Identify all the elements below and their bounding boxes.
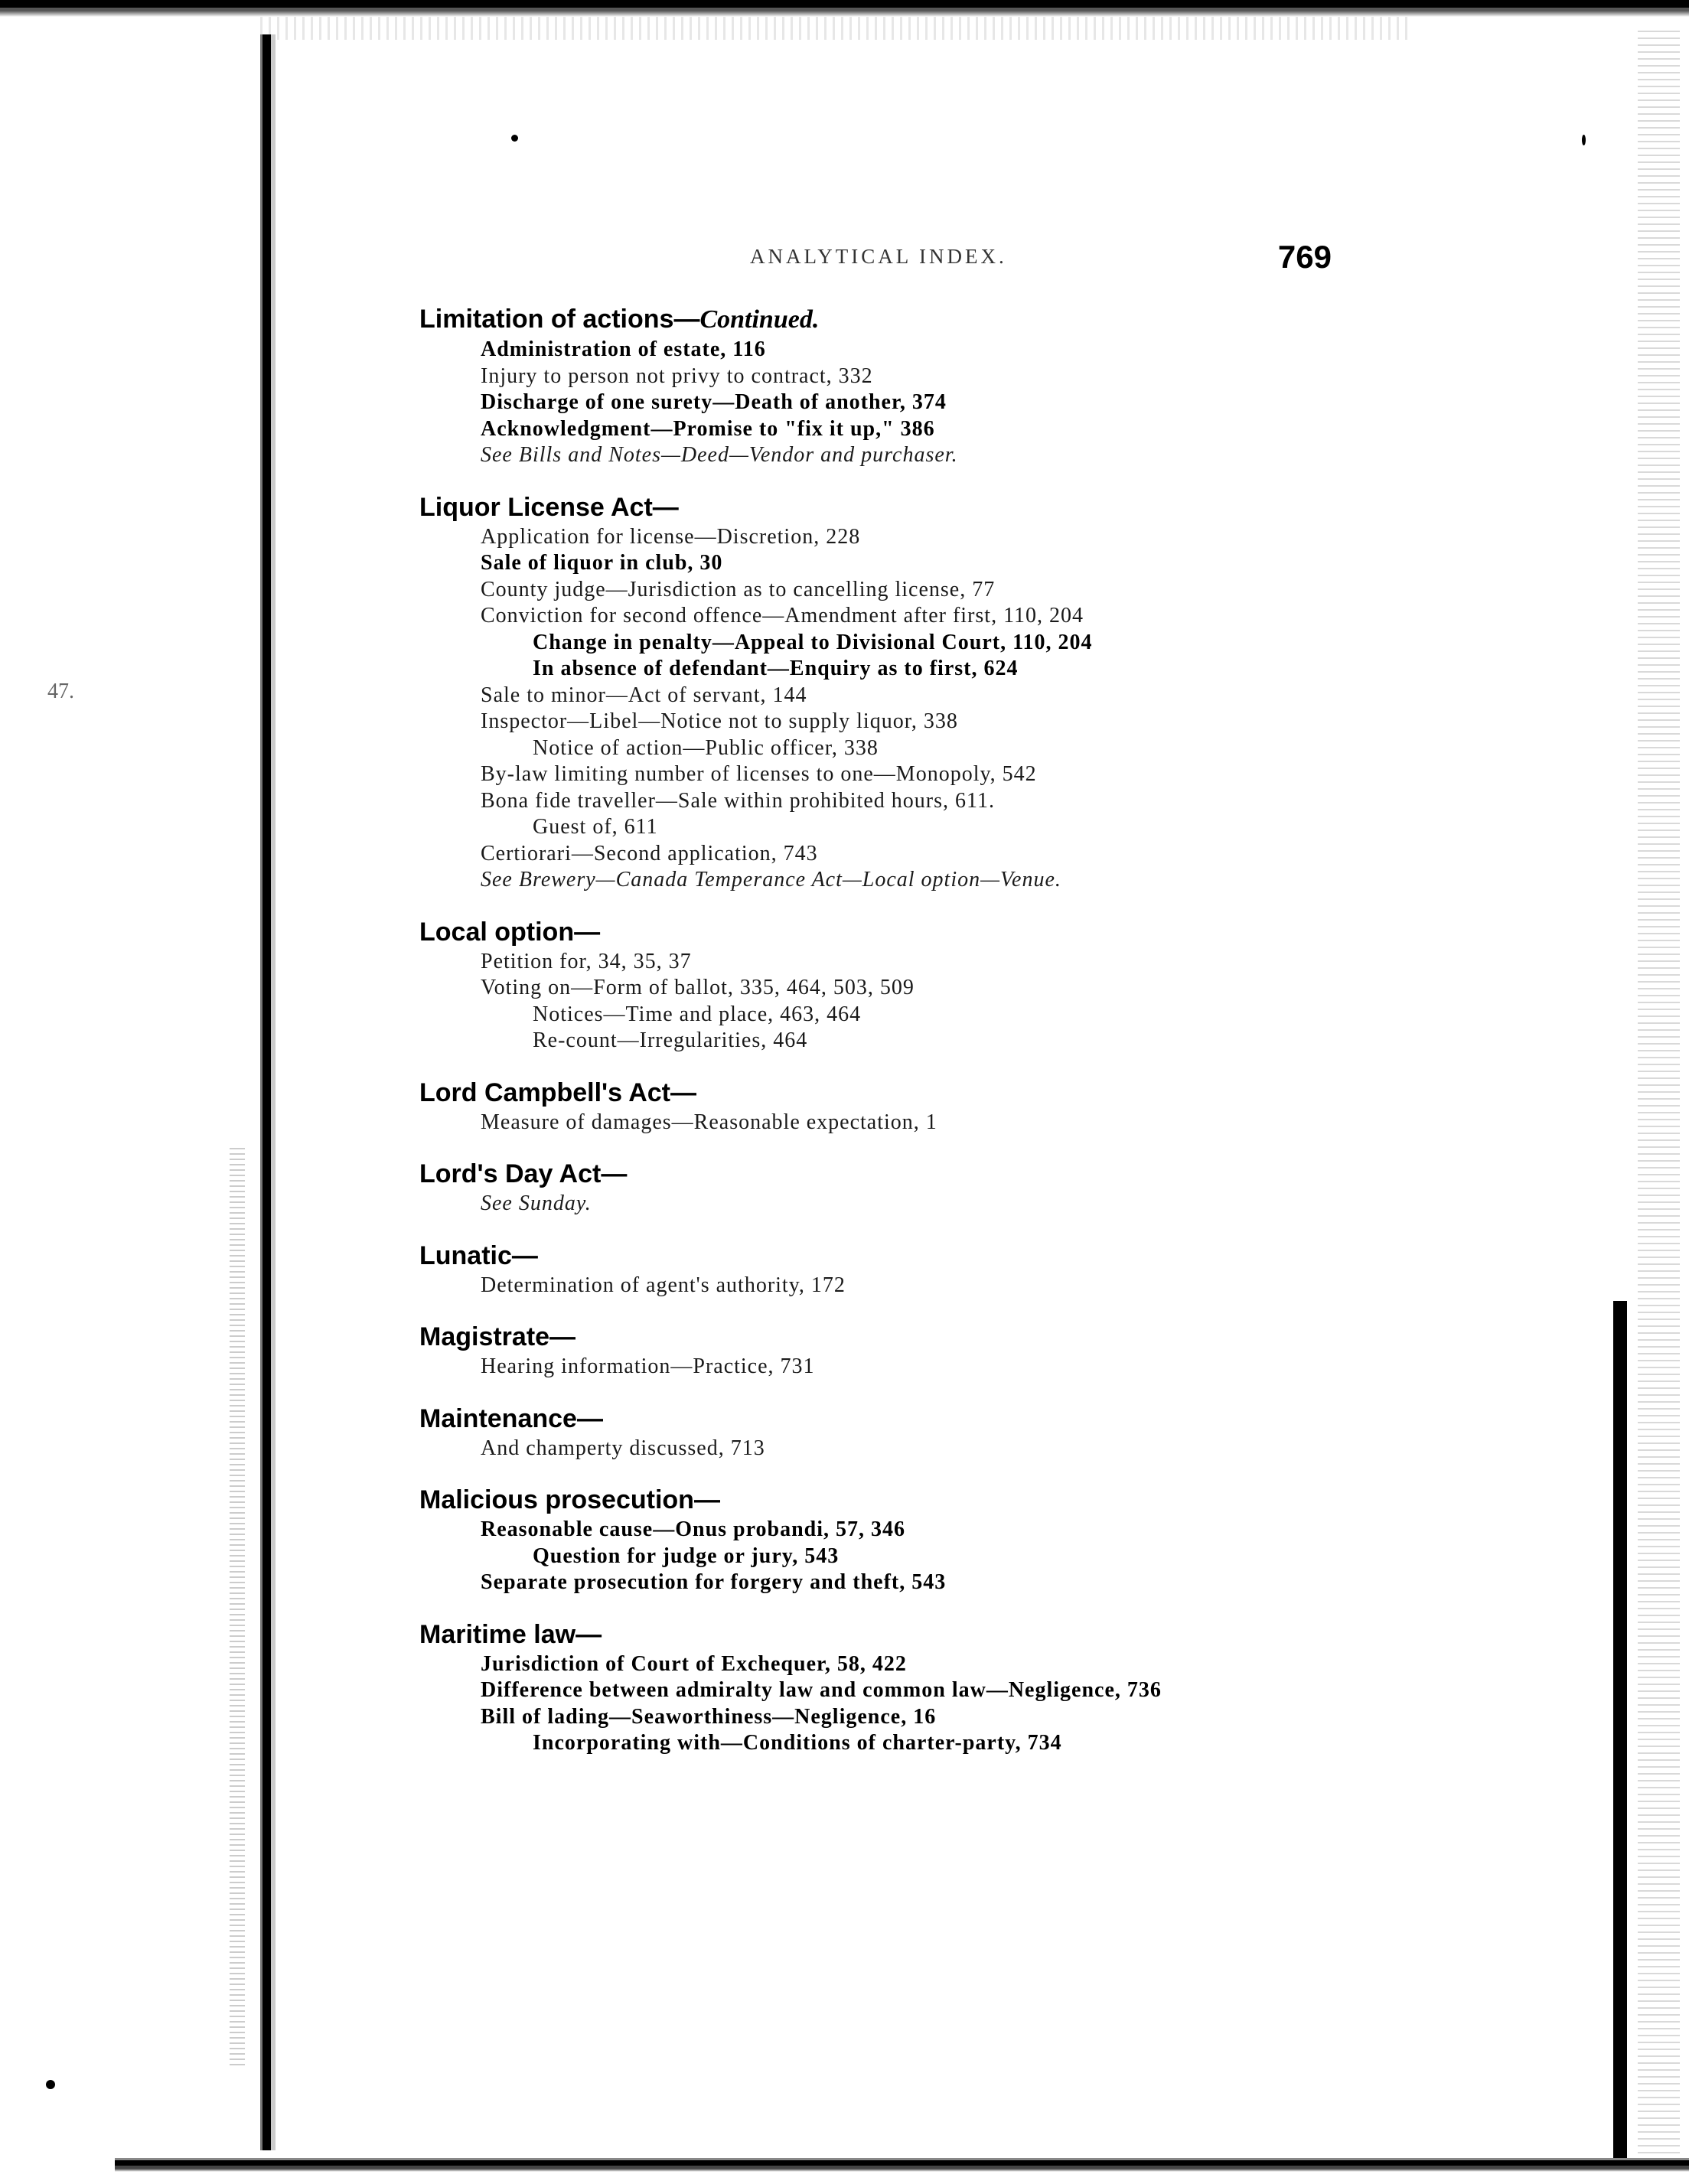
index-heading-text: Lord Campbell's Act— (419, 1077, 696, 1107)
page-header (719, 239, 1332, 277)
index-subentry: Guest of, 611 (533, 815, 658, 839)
index-heading (419, 302, 1430, 337)
index-subentry: Bona fide traveller—Sale within prohibited hours, 611. (481, 788, 995, 813)
index-entry (419, 1402, 1430, 1462)
page-binding-edge (260, 34, 276, 2150)
scan-speck (1582, 135, 1586, 145)
scan-speck (511, 135, 518, 142)
index-heading-text: Lunatic— (419, 1240, 538, 1270)
scan-speck (46, 2080, 55, 2089)
cross-reference: See Sunday. (481, 1191, 592, 1215)
index-entry (419, 302, 1430, 469)
index-subentry: County judge—Jurisdiction as to cancelling license, 77 (481, 577, 996, 601)
index-subentry: Bill of lading—Seaworthiness—Negligence, 16 (481, 1704, 937, 1729)
index-heading-text: Liquor License Act— (419, 492, 679, 522)
scan-noise (1638, 31, 1680, 2166)
index-subentry: Change in penalty—Appeal to Divisional Court, 110, 204 (533, 630, 1093, 654)
index-heading (419, 1483, 1430, 1517)
index-subentry: Inspector—Libel—Notice not to supply liquor, 338 (481, 709, 958, 733)
index-subentry: Administration of estate, 116 (481, 337, 766, 361)
index-heading (419, 1239, 1430, 1273)
index-subentry: Determination of agent's authority, 172 (481, 1273, 846, 1297)
index-subentry: And champerty discussed, 713 (481, 1436, 765, 1460)
index-subentry: In absence of defendant—Enquiry as to first, 624 (533, 657, 1019, 680)
index-subentry: Sale of liquor in club, 30 (481, 551, 723, 575)
index-subentry: Notice of action—Public officer, 338 (533, 735, 879, 760)
index-subentry: Sale to minor—Act of servant, 144 (481, 683, 807, 707)
margin-note: 47. (47, 680, 74, 703)
index-heading-text: Malicious prosecution— (419, 1485, 720, 1514)
analytical-index (419, 302, 1430, 1778)
index-heading (419, 1157, 1430, 1191)
index-subentry: Re-count—Irregularities, 464 (533, 1028, 808, 1052)
index-heading (419, 1076, 1430, 1110)
index-subentry: Difference between admiralty law and common law—Negligence, 736 (481, 1678, 1162, 1702)
index-subentry: Acknowledgment—Promise to "fix it up," 386 (481, 416, 935, 441)
scan-top-border (0, 0, 1689, 17)
index-entry (419, 1483, 1430, 1596)
index-heading-text: Local option— (419, 917, 601, 947)
running-head: ANALYTICAL INDEX. (750, 245, 1007, 268)
index-subentry: Measure of damages—Reasonable expectation, 1 (481, 1110, 937, 1134)
page-bottom-edge (115, 2158, 1689, 2172)
index-entry (419, 1076, 1430, 1136)
index-heading-text: Magistrate— (419, 1322, 576, 1351)
index-subentry: Question for judge or jury, 543 (533, 1543, 840, 1568)
index-heading (419, 491, 1430, 524)
index-heading (419, 1402, 1430, 1436)
index-heading (419, 1618, 1430, 1651)
index-heading (419, 1320, 1430, 1354)
index-entry (419, 1239, 1430, 1299)
index-subentry: Separate prosecution for forgery and theft, 543 (481, 1570, 947, 1594)
cross-reference: See Brewery—Canada Temperance Act—Local option—Venue. (481, 868, 1061, 892)
index-heading-text: Limitation of actions— (419, 305, 700, 334)
index-subentry: Voting on—Form of ballot, 335, 464, 503, 509 (481, 976, 915, 999)
index-subentry: Hearing information—Practice, 731 (481, 1354, 815, 1378)
index-heading (419, 915, 1430, 949)
page-right-edge (1613, 1301, 1627, 2166)
index-heading-text: Maritime law— (419, 1619, 602, 1649)
index-subentry: Notices—Time and place, 463, 464 (533, 1002, 862, 1026)
continued-label: Continued. (699, 305, 820, 334)
scan-noise (230, 1148, 245, 2066)
page-number: 769 (1277, 239, 1332, 275)
index-subentry: Discharge of one surety—Death of another, 374 (481, 390, 947, 414)
index-subentry: Jurisdiction of Court of Exchequer, 58, 422 (481, 1651, 907, 1676)
index-heading-text: Lord's Day Act— (419, 1159, 628, 1188)
index-subentry: Reasonable cause—Onus probandi, 57, 346 (481, 1517, 906, 1541)
index-entry (419, 491, 1430, 894)
index-subentry: Injury to person not privy to contract, 332 (481, 363, 873, 388)
index-entry (419, 1618, 1430, 1757)
index-subentry: Petition for, 34, 35, 37 (481, 949, 692, 973)
index-subentry: By-law limiting number of licenses to one—Monopoly, 542 (481, 762, 1037, 786)
index-heading-text: Maintenance— (419, 1403, 603, 1433)
index-subentry: Certiorari—Second application, 743 (481, 841, 818, 865)
index-entry (419, 915, 1430, 1055)
index-entry (419, 1157, 1430, 1217)
index-entry (419, 1320, 1430, 1380)
index-subentry: Incorporating with—Conditions of charter-party, 734 (533, 1731, 1062, 1755)
scan-noise (260, 17, 1408, 40)
cross-reference: See Bills and Notes—Deed—Vendor and purchaser. (481, 443, 958, 467)
index-subentry: Application for license—Discretion, 228 (481, 524, 861, 549)
index-subentry: Conviction for second offence—Amendment after first, 110, 204 (481, 604, 1084, 627)
